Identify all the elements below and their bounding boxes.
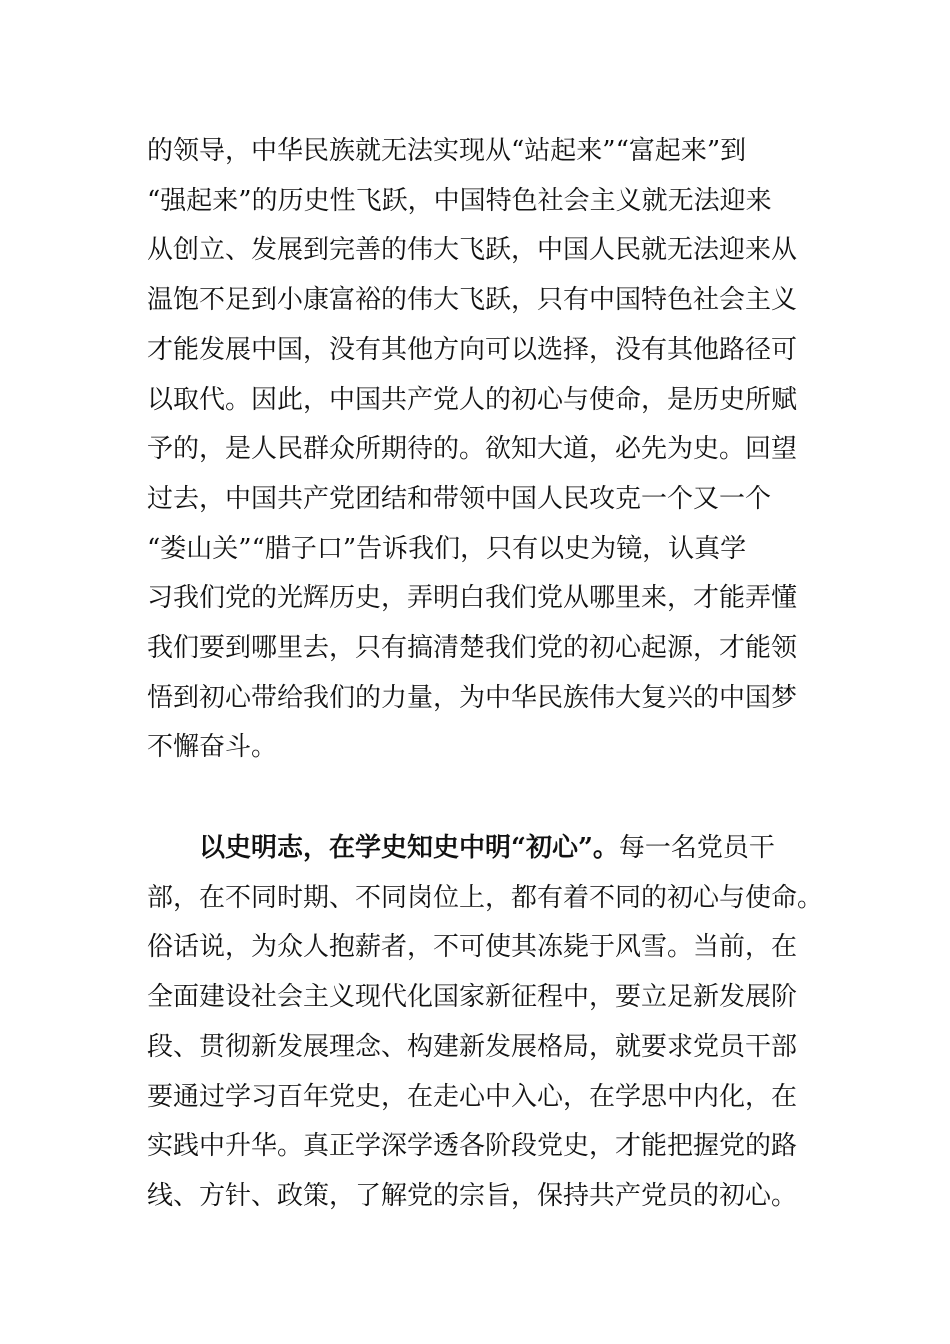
text-line: 俗话说，为众人抱薪者，不可使其冻毙于风雪。当前，在 — [147, 932, 798, 963]
text-line: 实践中升华。真正学深学透各阶段党史，才能把握党的路 — [147, 1131, 798, 1162]
text-line: 部，在不同时期、不同岗位上，都有着不同的初心与使命。 — [147, 882, 824, 913]
paragraph-party-history — [147, 127, 807, 773]
text-line: 温饱不足到小康富裕的伟大飞跃，只有中国特色社会主义 — [147, 285, 798, 316]
text-line: 过去，中国共产党团结和带领中国人民攻克一个又一个 — [147, 483, 772, 514]
text-line: 段、贯彻新发展理念、构建新发展格局，就要求党员干部 — [147, 1031, 798, 1062]
text-line: “娄山关”“腊子口”告诉我们，只有以史为镜，认真学 — [147, 533, 747, 564]
text-line: 的领导，中华民族就无法实现从“站起来”“富起来”到 — [147, 136, 747, 166]
text-line-first — [147, 824, 807, 874]
text-line: 习我们党的光辉历史，弄明白我们党从哪里来，才能弄懂 — [147, 583, 798, 614]
text-line: 我们要到哪里去，只有搞清楚我们党的初心起源，才能领 — [147, 633, 798, 664]
text-line: 以取代。因此，中国共产党人的初心与使命，是历史所赋 — [147, 384, 798, 415]
paragraph-original-aspiration — [147, 824, 824, 1222]
text-line: 线、方针、政策，了解党的宗旨，保持共产党员的初心。 — [147, 1180, 798, 1211]
text-line-rest: 每一名党员干 — [618, 833, 775, 863]
text-line: “强起来”的历史性飞跃，中国特色社会主义就无法迎来 — [147, 185, 772, 216]
text-line: 要通过学习百年党史，在走心中入心，在学思中内化，在 — [147, 1081, 798, 1112]
text-line: 不懈奋斗。 — [147, 732, 278, 763]
text-line: 才能发展中国，没有其他方向可以选择，没有其他路径可 — [147, 334, 798, 365]
section-lead-heading: 以史明志，在学史知史中明“初心”。 — [199, 833, 619, 863]
text-line: 予的，是人民群众所期待的。欲知大道，必先为史。回望 — [147, 434, 798, 465]
text-line: 悟到初心带给我们的力量，为中华民族伟大复兴的中国梦 — [147, 682, 798, 713]
text-line: 全面建设社会主义现代化国家新征程中，要立足新发展阶 — [147, 982, 798, 1013]
text-line: 从创立、发展到完善的伟大飞跃，中国人民就无法迎来从 — [147, 235, 798, 266]
